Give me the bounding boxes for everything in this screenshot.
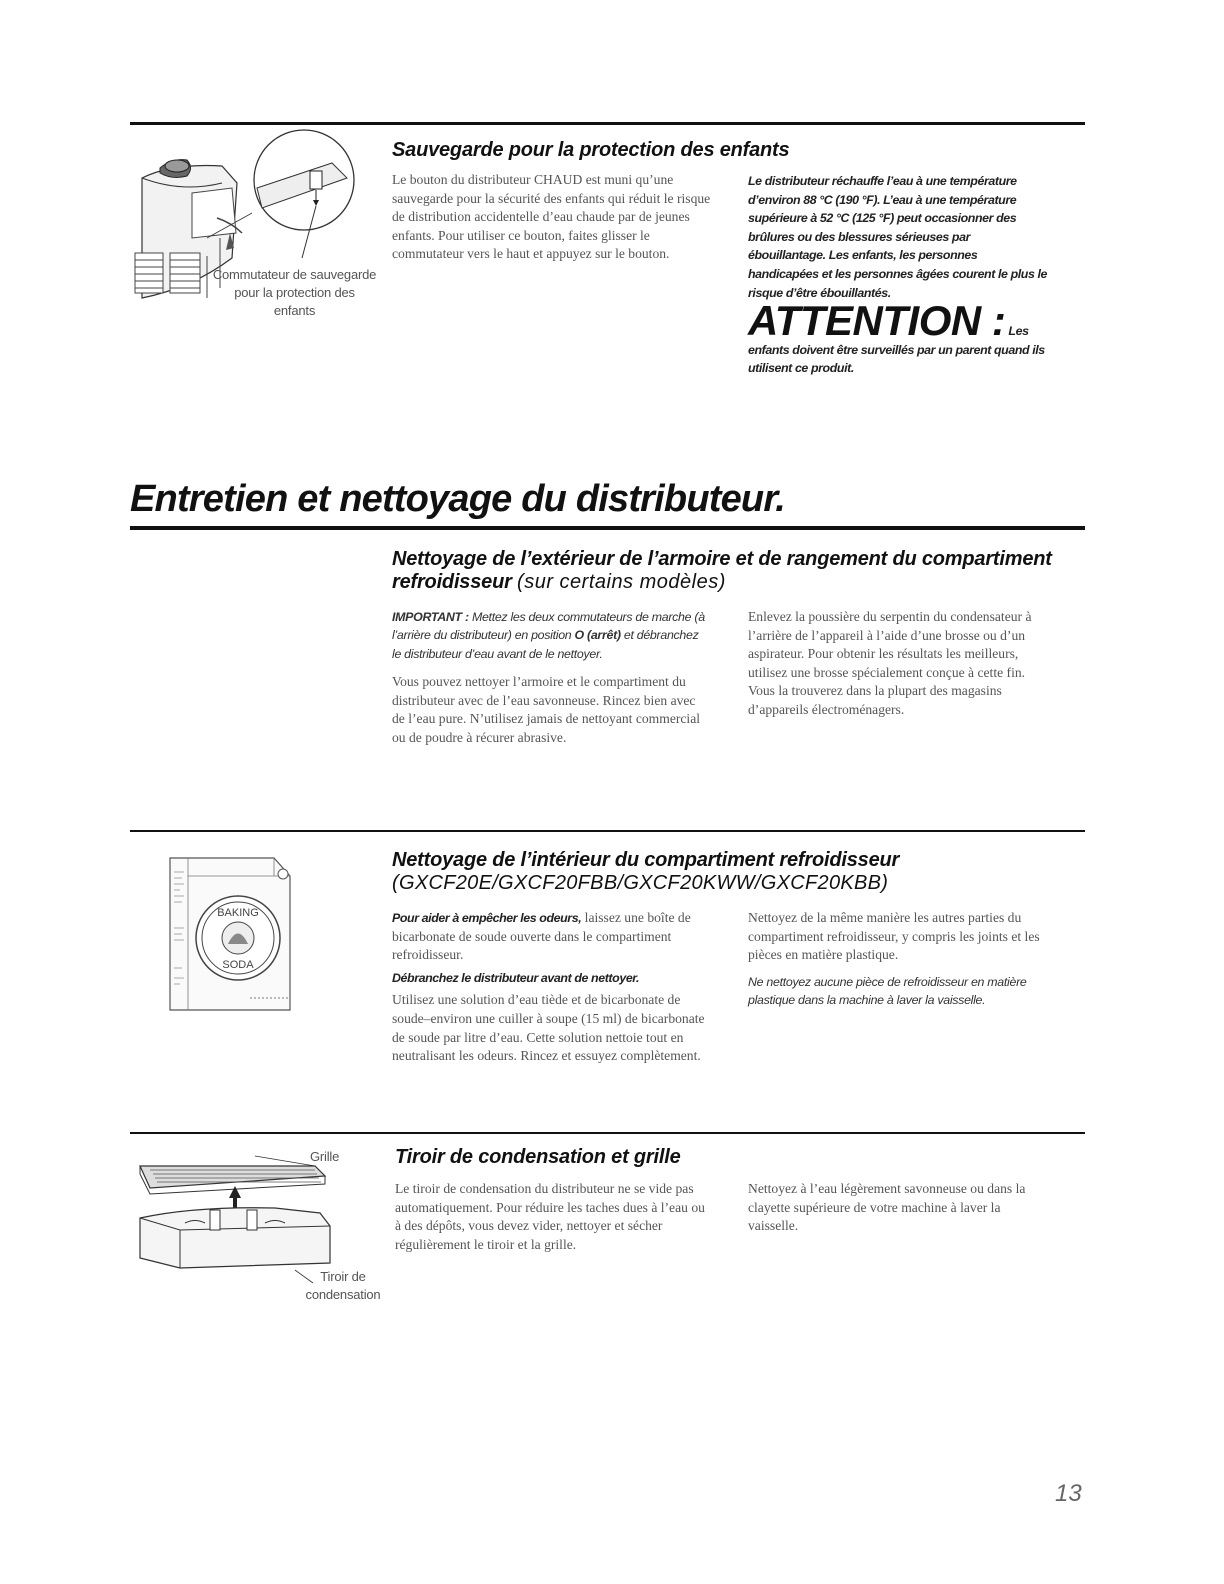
section3-top-rule — [130, 830, 1085, 832]
section1-paragraph: Le bouton du distributeur CHAUD est muni qu’une sauvegarde pour la sécurité des enfants qui réduit le risque de distribution accidentelle d’eau chaude par de jeunes enfants. Pour utiliser ce bouton, faites glisser le commutateur vers le haut et appuyez sur le bouton. — [392, 172, 711, 262]
section2-title-text: Nettoyage de l’extérieur de l’armoire et de rangement du compartiment refroidisseur — [392, 548, 1052, 593]
important-note — [392, 608, 710, 663]
child-lock-caption — [212, 266, 377, 320]
important-bold: O (arrêt) — [574, 628, 621, 643]
section1-body — [392, 171, 714, 264]
section4-paragraph1: Le tiroir de condensation du distributeur ne se vide pas automatiquement. Pour réduire les taches dues à l’eau ou à des dépôts, vous devez vider, nettoyer et sécher régulièrement le tiroir et la grille. — [395, 1181, 705, 1252]
section3-paragraph1: Utilisez une solution d’eau tiède et de bicarbonate de soude–environ une cuiller à soupe (15 ml) de bicarbonate de soude par litre d’eau. Cette solution nettoie tout en neutralisant les odeurs. Rincez et essuyez complètement. — [392, 992, 705, 1064]
section1-title: Sauvegarde pour la protection des enfants — [392, 139, 790, 161]
important-label: IMPORTANT : — [392, 610, 469, 624]
baking-soda-box-image — [170, 858, 295, 1013]
section4-left-column — [395, 1180, 713, 1254]
section3-title: Nettoyage de l’intérieur du compartiment refroidisseur — [392, 849, 900, 871]
section3-paragraph2: Nettoyez de la même manière les autres parties du compartiment refroidisseur, y compris les joints et les pièces en matière plastique. — [748, 910, 1040, 963]
page-title: Entretien et nettoyage du distributeur. — [130, 478, 785, 520]
section2-paragraph2: Enlevez la poussière du serpentin du condensateur à l’arrière de l’appareil à l’aide d’une brosse ou d’un aspirateur. Pour obtenir les résultats les meilleurs, utilisez une brosse spécialement conçue à cette fin. Vous la trouverez dans la plupart des magasins d’appareils électroménagers. — [748, 609, 1032, 717]
section4-right-column — [748, 1180, 1048, 1236]
unplug-note: Débranchez le distributeur avant de nettoyer. — [392, 970, 640, 985]
section1-top-rule — [130, 122, 1085, 125]
section3-right-column — [748, 909, 1048, 1010]
tiroir-label-wrap — [298, 1268, 388, 1304]
dishwasher-note: Ne nettoyez aucune pièce de refroidisseur en matière plastique dans la machine à laver la vaisselle. — [748, 974, 1027, 1008]
attention-text: Les enfants doivent être surveillés par un parent quand ils utilisent ce produit. — [748, 324, 1045, 376]
section3-models: (GXCF20E/GXCF20FBB/GXCF20KWW/GXCF20KBB) — [392, 872, 889, 894]
odor-text: laissez une boîte de bicarbonate de soude ouverte dans le compartiment refroidisseur. — [392, 910, 691, 963]
box-label-bottom: SODA — [222, 959, 254, 971]
attention-line — [748, 297, 1048, 378]
caption-text: Commutateur de sauvegarde pour la protection des enfants — [212, 267, 377, 318]
section4-top-rule — [130, 1132, 1085, 1134]
section3-title-block — [392, 849, 1082, 895]
important-text: Mettez les deux commutateurs de marche (à l’arrière du distributeur) en position — [392, 610, 705, 643]
tiroir-label: Tiroir de condensation — [305, 1269, 381, 1302]
important-text2: et débranchez le distributeur d’eau avant de le nettoyer. — [392, 628, 699, 661]
box-label-top: BAKING — [217, 907, 259, 919]
section2-title-block — [392, 548, 1082, 594]
section2-right-column — [748, 608, 1053, 720]
grille-label: Grille — [310, 1149, 340, 1164]
section2-left-column — [392, 608, 710, 748]
section4-title: Tiroir de condensation et grille — [395, 1146, 681, 1168]
section3-left-column — [392, 909, 712, 1066]
temperature-warning: Le distributeur réchauffe l’eau à une température d’environ 88 °C (190 °F). L’eau à une température supérieure à 52 °C (125 °F) peut occasionner des brûlures ou des blessures sérieuses par ébouillantage. Les enfants, les personnes handicapées et les personnes âgées courent le plus le risque d’être ébouillantés. — [748, 174, 1048, 300]
baking-soda-illustration — [170, 858, 295, 1013]
odor-paragraph — [392, 909, 712, 965]
section2-title-suffix: (sur certains modèles) — [517, 571, 726, 593]
main-title-rule — [130, 526, 1085, 530]
section2-title — [392, 548, 1082, 594]
section1-warning — [748, 172, 1048, 302]
page-number: 13 — [1055, 1480, 1082, 1507]
attention-block — [748, 297, 1048, 378]
section4-paragraph2: Nettoyez à l’eau légèrement savonneuse ou dans la clayette supérieure de votre machine à laver la vaisselle. — [748, 1181, 1026, 1234]
attention-word: ATTENTION : — [748, 297, 1006, 344]
section2-paragraph1: Vous pouvez nettoyer l’armoire et le compartiment du distributeur avec de l’eau savonneuse. Rincez bien avec de l’eau pure. N’utilisez jamais de nettoyant commercial ou de poudre à récurer abrasive. — [392, 674, 701, 745]
odor-label: Pour aider à empêcher les odeurs, — [392, 911, 582, 925]
